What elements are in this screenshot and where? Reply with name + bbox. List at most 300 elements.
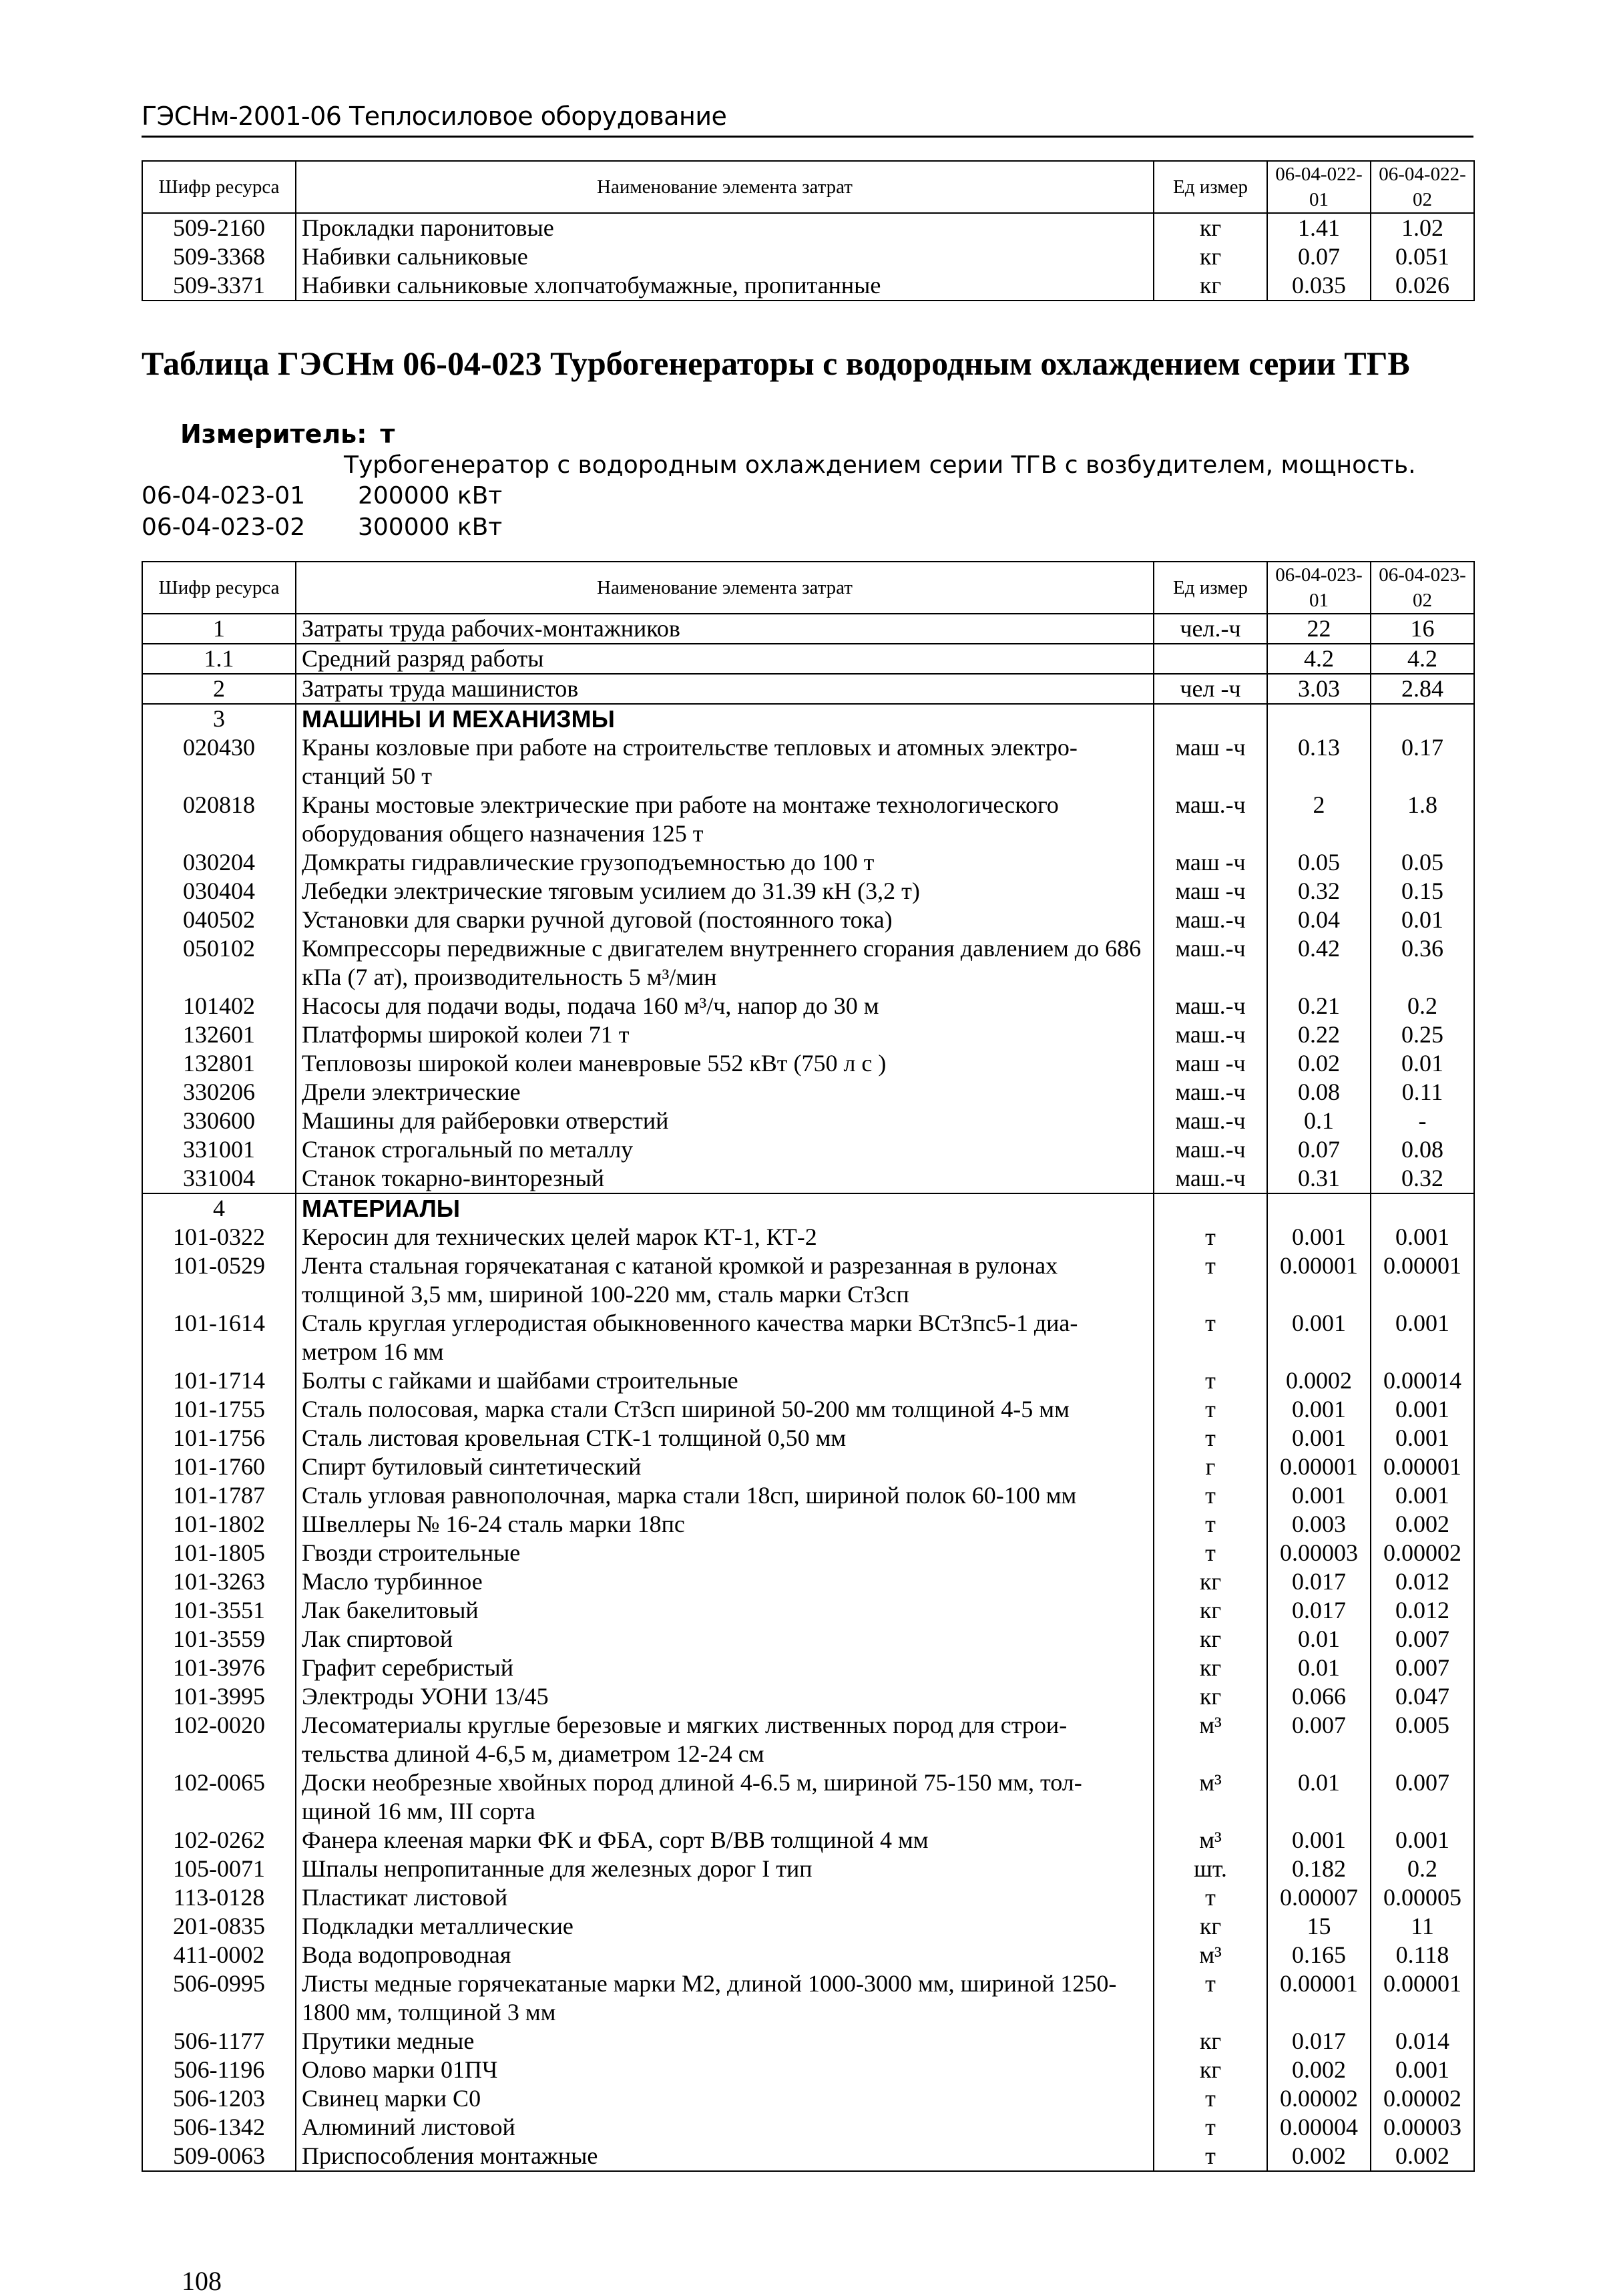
variant-1-value-cell: 0.01 bbox=[1267, 1768, 1371, 1826]
unit-cell bbox=[1154, 704, 1267, 733]
resource-code-cell: 4 bbox=[142, 1193, 296, 1223]
variant-2-value-cell: 0.012 bbox=[1371, 1567, 1474, 1596]
resource-name-cell: Сталь листовая кровельная СТК-1 толщиной 0,50 мм bbox=[296, 1424, 1154, 1453]
variant-1-value-cell: 0.01 bbox=[1267, 1654, 1371, 1682]
variant-1-value-cell: 0.001 bbox=[1267, 1309, 1371, 1366]
resource-code-cell: 101-1755 bbox=[142, 1395, 296, 1424]
resource-code-cell: 509-2160 bbox=[142, 213, 296, 242]
resource-code-cell: 1.1 bbox=[142, 644, 296, 674]
variant-value: 200000 кВт bbox=[358, 482, 503, 510]
table-row bbox=[142, 1481, 1474, 1510]
resource-name-cell: Электроды УОНИ 13/45 bbox=[296, 1682, 1154, 1711]
variant-1-value-cell: 0.182 bbox=[1267, 1855, 1371, 1883]
variant-2-value-cell: 4.2 bbox=[1371, 644, 1474, 674]
table-row bbox=[142, 1135, 1474, 1164]
table-row bbox=[142, 1912, 1474, 1941]
resource-name-cell: Прутики медные bbox=[296, 2027, 1154, 2056]
table-row bbox=[142, 2027, 1474, 2056]
variant-1-value-cell: 0.002 bbox=[1267, 2142, 1371, 2171]
resource-code-cell: 101-3995 bbox=[142, 1682, 296, 1711]
resource-name-cell: Компрессоры передвижные с двигателем внутреннего сгорания давлением до 686 кПа (7 ат), производительность 5 м³/мин bbox=[296, 934, 1154, 992]
unit-cell: т bbox=[1154, 1252, 1267, 1309]
variant-2-value-cell: 0.001 bbox=[1371, 1309, 1474, 1366]
variant-2-value-cell: 0.17 bbox=[1371, 733, 1474, 791]
unit-cell: маш.-ч bbox=[1154, 1107, 1267, 1135]
variant-1-value-cell: 0.32 bbox=[1267, 877, 1371, 906]
variant-2-value-cell: 16 bbox=[1371, 614, 1474, 644]
variant-1-value-cell: 0.00001 bbox=[1267, 1453, 1371, 1481]
resource-name-cell: Лебедки электрические тяговым усилием до 31.39 кН (3,2 т) bbox=[296, 877, 1154, 906]
resource-name-cell: Установки для сварки ручной дуговой (постоянного тока) bbox=[296, 906, 1154, 934]
variant-2-value-cell: 0.08 bbox=[1371, 1135, 1474, 1164]
variant-1-value-cell: 0.31 bbox=[1267, 1164, 1371, 1193]
resource-name-cell: Болты с гайками и шайбами строительные bbox=[296, 1366, 1154, 1395]
variant-1-value-cell: 22 bbox=[1267, 614, 1371, 644]
variant-2-value-cell: 0.05 bbox=[1371, 848, 1474, 877]
table-row bbox=[142, 1826, 1474, 1855]
variant-1-value-cell: 0.007 bbox=[1267, 1711, 1371, 1768]
table-row bbox=[142, 213, 1474, 242]
table-row bbox=[142, 614, 1474, 644]
resource-code-cell: 101-1614 bbox=[142, 1309, 296, 1366]
unit-cell: маш.-ч bbox=[1154, 906, 1267, 934]
table-row bbox=[142, 2113, 1474, 2142]
unit-cell: м³ bbox=[1154, 1826, 1267, 1855]
resource-code-cell: 102-0065 bbox=[142, 1768, 296, 1826]
resource-name-cell: Швеллеры № 16-24 сталь марки 18пс bbox=[296, 1510, 1154, 1539]
variant-2-value-cell: 0.00014 bbox=[1371, 1366, 1474, 1395]
variant-2-value-cell: 0.051 bbox=[1371, 242, 1474, 271]
resource-code-cell: 101-3551 bbox=[142, 1596, 296, 1625]
table-row bbox=[142, 992, 1474, 1020]
unit-cell: кг bbox=[1154, 1654, 1267, 1682]
resource-name-cell: Набивки сальниковые bbox=[296, 242, 1154, 271]
variant-1-value-cell: 0.42 bbox=[1267, 934, 1371, 992]
resource-name-cell: Доски необрезные хвойных пород длиной 4-6.5 м, шириной 75-150 мм, тол-щиной 16 мм, III сорта bbox=[296, 1768, 1154, 1826]
unit-cell: т bbox=[1154, 2113, 1267, 2142]
table-section-row bbox=[142, 704, 1474, 733]
resource-code-cell: 105-0071 bbox=[142, 1855, 296, 1883]
resource-code-cell: 509-3371 bbox=[142, 271, 296, 301]
resource-code-cell: 102-0262 bbox=[142, 1826, 296, 1855]
table-row bbox=[142, 1567, 1474, 1596]
resource-code-cell: 506-1196 bbox=[142, 2056, 296, 2084]
resource-code-cell: 3 bbox=[142, 704, 296, 733]
resource-code-cell: 132801 bbox=[142, 1049, 296, 1078]
resource-code-cell: 101-1802 bbox=[142, 1510, 296, 1539]
variant-1-value-cell: 0.017 bbox=[1267, 2027, 1371, 2056]
resource-name-cell: Машины для райберовки отверстий bbox=[296, 1107, 1154, 1135]
table-description: Турбогенератор с водородным охлаждением серии ТГВ с возбудителем, мощность. bbox=[344, 451, 1416, 479]
unit-cell: м³ bbox=[1154, 1768, 1267, 1826]
column-header-variant-1: 06-04-022-01 bbox=[1267, 161, 1371, 213]
variant-1-value-cell: 0.001 bbox=[1267, 1481, 1371, 1510]
resource-code-cell: 101-3559 bbox=[142, 1625, 296, 1654]
variant-1-value-cell: 0.001 bbox=[1267, 1395, 1371, 1424]
table-row bbox=[142, 1596, 1474, 1625]
variant-1-value-cell: 0.00004 bbox=[1267, 2113, 1371, 2142]
variant-1-value-cell: 0.017 bbox=[1267, 1567, 1371, 1596]
unit-cell: т bbox=[1154, 1969, 1267, 2027]
variant-2-value-cell: 0.00002 bbox=[1371, 1539, 1474, 1567]
table-section-row bbox=[142, 1193, 1474, 1223]
unit-cell: маш -ч bbox=[1154, 877, 1267, 906]
column-header-unit: Ед измер bbox=[1154, 161, 1267, 213]
table-row bbox=[142, 2084, 1474, 2113]
table-row bbox=[142, 1682, 1474, 1711]
variant-1-value-cell: 0.00003 bbox=[1267, 1539, 1371, 1567]
table-row bbox=[142, 674, 1474, 704]
unit-cell: т bbox=[1154, 1366, 1267, 1395]
table-row bbox=[142, 1453, 1474, 1481]
resource-code-cell: 040502 bbox=[142, 906, 296, 934]
table-row bbox=[142, 1078, 1474, 1107]
resource-name-cell: Домкраты гидравлические грузоподъемностью до 100 т bbox=[296, 848, 1154, 877]
unit-cell: т bbox=[1154, 2084, 1267, 2113]
resource-code-cell: 2 bbox=[142, 674, 296, 704]
unit-cell: маш.-ч bbox=[1154, 1078, 1267, 1107]
resource-code-cell: 050102 bbox=[142, 934, 296, 992]
variant-2-value-cell: 0.118 bbox=[1371, 1941, 1474, 1969]
table-row bbox=[142, 1654, 1474, 1682]
variant-code: 06-04-023-01 bbox=[142, 482, 306, 510]
unit-cell: т bbox=[1154, 1309, 1267, 1366]
resource-name-cell: Средний разряд работы bbox=[296, 644, 1154, 674]
resource-name-cell: Графит серебристый bbox=[296, 1654, 1154, 1682]
variant-2-value-cell: 1.02 bbox=[1371, 213, 1474, 242]
table-row bbox=[142, 2056, 1474, 2084]
resource-code-cell: 020430 bbox=[142, 733, 296, 791]
unit-cell: кг bbox=[1154, 1912, 1267, 1941]
resource-code-cell: 506-1177 bbox=[142, 2027, 296, 2056]
variant-1-value-cell: 0.13 bbox=[1267, 733, 1371, 791]
column-header-name: Наименование элемента затрат bbox=[296, 161, 1154, 213]
variant-1-value-cell: 1.41 bbox=[1267, 213, 1371, 242]
table-row bbox=[142, 1395, 1474, 1424]
resource-code-cell: 101-1787 bbox=[142, 1481, 296, 1510]
variant-2-value-cell: 0.001 bbox=[1371, 1424, 1474, 1453]
table-row bbox=[142, 877, 1474, 906]
resource-name-cell: Подкладки металлические bbox=[296, 1912, 1154, 1941]
resource-code-cell: 102-0020 bbox=[142, 1711, 296, 1768]
unit-cell: маш.-ч bbox=[1154, 1164, 1267, 1193]
table-row bbox=[142, 1941, 1474, 1969]
unit-cell: маш.-ч bbox=[1154, 791, 1267, 848]
resource-code-cell: 331001 bbox=[142, 1135, 296, 1164]
unit-cell: маш.-ч bbox=[1154, 992, 1267, 1020]
resource-name-cell: Приспособления монтажные bbox=[296, 2142, 1154, 2171]
table-row bbox=[142, 1883, 1474, 1912]
resource-name-cell: Фанера клееная марки ФК и ФБА, сорт В/ВВ толщиной 4 мм bbox=[296, 1826, 1154, 1855]
variant-2-value-cell: 0.001 bbox=[1371, 1395, 1474, 1424]
variant-2-value-cell: 0.00001 bbox=[1371, 1969, 1474, 2027]
table-row bbox=[142, 1510, 1474, 1539]
resource-code-cell: 331004 bbox=[142, 1164, 296, 1193]
variant-1-value-cell: 2 bbox=[1267, 791, 1371, 848]
resource-code-cell: 101-0322 bbox=[142, 1223, 296, 1252]
variant-2-value-cell: 0.001 bbox=[1371, 1223, 1474, 1252]
resource-code-cell: 101-0529 bbox=[142, 1252, 296, 1309]
measure-unit: т bbox=[380, 419, 395, 449]
table-row bbox=[142, 242, 1474, 271]
unit-cell: чел -ч bbox=[1154, 674, 1267, 704]
unit-cell: чел.-ч bbox=[1154, 614, 1267, 644]
header-rule bbox=[142, 136, 1473, 138]
resource-name-cell: Пластикат листовой bbox=[296, 1883, 1154, 1912]
unit-cell: кг bbox=[1154, 2027, 1267, 2056]
resource-name-cell: Свинец марки С0 bbox=[296, 2084, 1154, 2113]
unit-cell: кг bbox=[1154, 213, 1267, 242]
unit-cell: м³ bbox=[1154, 1941, 1267, 1969]
unit-cell: т bbox=[1154, 1510, 1267, 1539]
table-row bbox=[142, 1539, 1474, 1567]
table-title: Таблица ГЭСНм 06-04-023 Турбогенераторы с водородным охлаждением серии ТГВ bbox=[142, 345, 1410, 382]
table-row bbox=[142, 271, 1474, 301]
unit-cell: т bbox=[1154, 1223, 1267, 1252]
unit-cell: т bbox=[1154, 2142, 1267, 2171]
variant-2-value-cell: 0.00002 bbox=[1371, 2084, 1474, 2113]
variant-1-value-cell: 0.165 bbox=[1267, 1941, 1371, 1969]
unit-cell: кг bbox=[1154, 1567, 1267, 1596]
column-header-variant-1: 06-04-023-01 bbox=[1267, 562, 1371, 614]
resource-name-cell: Алюминий листовой bbox=[296, 2113, 1154, 2142]
resource-code-cell: 101-1756 bbox=[142, 1424, 296, 1453]
variant-2-value-cell: 0.012 bbox=[1371, 1596, 1474, 1625]
measure-label: Измеритель: bbox=[180, 419, 367, 449]
variant-2-value-cell: 0.01 bbox=[1371, 1049, 1474, 1078]
resource-code-cell: 101-1714 bbox=[142, 1366, 296, 1395]
unit-cell: маш -ч bbox=[1154, 1049, 1267, 1078]
resource-name-cell: Краны мостовые электрические при работе на монтаже технологического оборудования общего назначения 125 т bbox=[296, 791, 1154, 848]
column-header-name: Наименование элемента затрат bbox=[296, 562, 1154, 614]
unit-cell bbox=[1154, 644, 1267, 674]
resource-name-cell: Сталь круглая углеродистая обыкновенного качества марки ВСт3пс5-1 диа-метром 16 мм bbox=[296, 1309, 1154, 1366]
variant-1-value-cell: 0.00001 bbox=[1267, 1969, 1371, 2027]
variant-2-value-cell: 0.25 bbox=[1371, 1020, 1474, 1049]
variant-1-value-cell bbox=[1267, 704, 1371, 733]
variant-2-value-cell: 0.002 bbox=[1371, 1510, 1474, 1539]
resource-code-cell: 1 bbox=[142, 614, 296, 644]
variant-1-value-cell: 0.001 bbox=[1267, 1223, 1371, 1252]
variant-1-value-cell: 0.001 bbox=[1267, 1826, 1371, 1855]
variant-1-value-cell: 0.05 bbox=[1267, 848, 1371, 877]
resource-name-cell: Вода водопроводная bbox=[296, 1941, 1154, 1969]
unit-cell: т bbox=[1154, 1424, 1267, 1453]
table-body bbox=[142, 614, 1474, 2171]
table-row bbox=[142, 1164, 1474, 1193]
variant-2-value-cell bbox=[1371, 1193, 1474, 1223]
variant-2-value-cell: 0.11 bbox=[1371, 1078, 1474, 1107]
table-row bbox=[142, 1969, 1474, 2027]
resource-code-cell: 113-0128 bbox=[142, 1883, 296, 1912]
variant-1-value-cell: 0.07 bbox=[1267, 242, 1371, 271]
table-row bbox=[142, 2142, 1474, 2171]
variant-2-value-cell: 0.2 bbox=[1371, 992, 1474, 1020]
unit-cell: кг bbox=[1154, 1625, 1267, 1654]
resource-name-cell: Олово марки 01ПЧ bbox=[296, 2056, 1154, 2084]
variant-1-value-cell: 0.0002 bbox=[1267, 1366, 1371, 1395]
table-row bbox=[142, 1020, 1474, 1049]
variant-1-value-cell: 0.00002 bbox=[1267, 2084, 1371, 2113]
resource-code-cell: 201-0835 bbox=[142, 1912, 296, 1941]
variant-2-value-cell: - bbox=[1371, 1107, 1474, 1135]
resource-code-cell: 509-0063 bbox=[142, 2142, 296, 2171]
variant-1-value-cell: 0.00001 bbox=[1267, 1252, 1371, 1309]
unit-cell: м³ bbox=[1154, 1711, 1267, 1768]
table-row bbox=[142, 1223, 1474, 1252]
variant-2-value-cell: 0.00003 bbox=[1371, 2113, 1474, 2142]
variant-2-value-cell: 2.84 bbox=[1371, 674, 1474, 704]
variant-2-value-cell: 0.002 bbox=[1371, 2142, 1474, 2171]
resource-code-cell: 330206 bbox=[142, 1078, 296, 1107]
resource-name-cell: Станок токарно-винторезный bbox=[296, 1164, 1154, 1193]
resource-name-cell: Листы медные горячекатаные марки М2, длиной 1000-3000 мм, шириной 1250-1800 мм, толщиной 3 мм bbox=[296, 1969, 1154, 2027]
table-row bbox=[142, 1711, 1474, 1768]
resource-code-cell: 101402 bbox=[142, 992, 296, 1020]
resource-code-cell: 411-0002 bbox=[142, 1941, 296, 1969]
resource-name-cell: Затраты труда машинистов bbox=[296, 674, 1154, 704]
page-number: 108 bbox=[182, 2266, 222, 2296]
variant-1-value-cell: 0.01 bbox=[1267, 1625, 1371, 1654]
variant-2-value-cell: 0.001 bbox=[1371, 2056, 1474, 2084]
variant-1-value-cell: 0.002 bbox=[1267, 2056, 1371, 2084]
table-row bbox=[142, 848, 1474, 877]
variant-code: 06-04-023-02 bbox=[142, 514, 306, 541]
resource-code-cell: 509-3368 bbox=[142, 242, 296, 271]
resource-code-cell: 030204 bbox=[142, 848, 296, 877]
resource-code-cell: 132601 bbox=[142, 1020, 296, 1049]
resource-name-cell: МАШИНЫ И МЕХАНИЗМЫ bbox=[296, 704, 1154, 733]
unit-cell: кг bbox=[1154, 1682, 1267, 1711]
resource-code-cell: 506-1203 bbox=[142, 2084, 296, 2113]
resource-name-cell: Прокладки паронитовые bbox=[296, 213, 1154, 242]
variant-1-value-cell: 0.02 bbox=[1267, 1049, 1371, 1078]
resource-name-cell: Сталь полосовая, марка стали Ст3сп шириной 50-200 мм толщиной 4-5 мм bbox=[296, 1395, 1154, 1424]
resource-code-cell: 506-1342 bbox=[142, 2113, 296, 2142]
unit-cell: кг bbox=[1154, 2056, 1267, 2084]
table-row bbox=[142, 1366, 1474, 1395]
resource-code-cell: 101-1805 bbox=[142, 1539, 296, 1567]
variant-2-value-cell bbox=[1371, 704, 1474, 733]
variant-1-value-cell: 0.066 bbox=[1267, 1682, 1371, 1711]
variant-1-value-cell: 0.21 bbox=[1267, 992, 1371, 1020]
resource-name-cell: Краны козловые при работе на строительстве тепловых и атомных электро-станций 50 т bbox=[296, 733, 1154, 791]
variant-value: 300000 кВт bbox=[358, 514, 503, 541]
unit-cell: т bbox=[1154, 1481, 1267, 1510]
variant-1-value-cell: 0.001 bbox=[1267, 1424, 1371, 1453]
table-row bbox=[142, 1625, 1474, 1654]
table-row bbox=[142, 1309, 1474, 1366]
resource-name-cell: Сталь угловая равнополочная, марка стали 18сп, шириной полок 60-100 мм bbox=[296, 1481, 1154, 1510]
unit-cell: т bbox=[1154, 1539, 1267, 1567]
column-header-variant-2: 06-04-022-02 bbox=[1371, 161, 1474, 213]
resource-name-cell: Керосин для технических целей марок КТ-1, КТ-2 bbox=[296, 1223, 1154, 1252]
resource-name-cell: Платформы широкой колеи 71 т bbox=[296, 1020, 1154, 1049]
variant-1-value-cell: 0.00007 bbox=[1267, 1883, 1371, 1912]
unit-cell: маш.-ч bbox=[1154, 1135, 1267, 1164]
resource-name-cell: Затраты труда рабочих-монтажников bbox=[296, 614, 1154, 644]
variant-1-value-cell: 0.017 bbox=[1267, 1596, 1371, 1625]
resource-table-022 bbox=[142, 160, 1475, 301]
table-body bbox=[142, 213, 1474, 301]
variant-2-value-cell: 0.15 bbox=[1371, 877, 1474, 906]
page-header-title: ГЭСНм-2001-06 Теплосиловое оборудование bbox=[142, 102, 727, 131]
variant-1-value-cell: 0.1 bbox=[1267, 1107, 1371, 1135]
column-header-code: Шифр ресурса bbox=[142, 562, 296, 614]
resource-name-cell: Станок строгальный по металлу bbox=[296, 1135, 1154, 1164]
resource-code-cell: 101-3976 bbox=[142, 1654, 296, 1682]
variant-1-value-cell: 0.22 bbox=[1267, 1020, 1371, 1049]
table-row bbox=[142, 934, 1474, 992]
unit-cell: кг bbox=[1154, 242, 1267, 271]
resource-name-cell: Спирт бутиловый синтетический bbox=[296, 1453, 1154, 1481]
variant-1-value-cell: 3.03 bbox=[1267, 674, 1371, 704]
variant-2-value-cell: 0.2 bbox=[1371, 1855, 1474, 1883]
variant-2-value-cell: 0.014 bbox=[1371, 2027, 1474, 2056]
table-row bbox=[142, 644, 1474, 674]
resource-name-cell: Тепловозы широкой колеи маневровые 552 кВт (750 л с ) bbox=[296, 1049, 1154, 1078]
table-row bbox=[142, 733, 1474, 791]
variant-1-value-cell: 4.2 bbox=[1267, 644, 1371, 674]
variant-2-value-cell: 0.047 bbox=[1371, 1682, 1474, 1711]
variant-1-value-cell bbox=[1267, 1193, 1371, 1223]
resource-name-cell: Лесоматериалы круглые березовые и мягких лиственных пород для строи-тельства длиной 4-6,5 м, диаметром 12-24 см bbox=[296, 1711, 1154, 1768]
table-row bbox=[142, 1107, 1474, 1135]
unit-cell: маш -ч bbox=[1154, 848, 1267, 877]
variant-2-value-cell: 1.8 bbox=[1371, 791, 1474, 848]
variant-2-value-cell: 0.007 bbox=[1371, 1654, 1474, 1682]
variant-2-value-cell: 0.00001 bbox=[1371, 1252, 1474, 1309]
variant-2-value-cell: 0.005 bbox=[1371, 1711, 1474, 1768]
variant-2-value-cell: 0.01 bbox=[1371, 906, 1474, 934]
resource-code-cell: 101-1760 bbox=[142, 1453, 296, 1481]
resource-name-cell: Гвозди строительные bbox=[296, 1539, 1154, 1567]
resource-name-cell: МАТЕРИАЛЫ bbox=[296, 1193, 1154, 1223]
unit-cell: маш.-ч bbox=[1154, 934, 1267, 992]
resource-name-cell: Лак спиртовой bbox=[296, 1625, 1154, 1654]
unit-cell bbox=[1154, 1193, 1267, 1223]
unit-cell: кг bbox=[1154, 1596, 1267, 1625]
column-header-unit: Ед измер bbox=[1154, 562, 1267, 614]
table-row bbox=[142, 1768, 1474, 1826]
unit-cell: т bbox=[1154, 1395, 1267, 1424]
unit-cell: кг bbox=[1154, 271, 1267, 301]
resource-name-cell: Шпалы непропитанные для железных дорог I тип bbox=[296, 1855, 1154, 1883]
variant-1-value-cell: 0.003 bbox=[1267, 1510, 1371, 1539]
resource-code-cell: 330600 bbox=[142, 1107, 296, 1135]
variant-1-value-cell: 0.04 bbox=[1267, 906, 1371, 934]
variant-1-value-cell: 0.035 bbox=[1267, 271, 1371, 301]
unit-cell: т bbox=[1154, 1883, 1267, 1912]
resource-name-cell: Масло турбинное bbox=[296, 1567, 1154, 1596]
unit-cell: маш.-ч bbox=[1154, 1020, 1267, 1049]
measure-line bbox=[180, 419, 395, 449]
unit-cell: маш -ч bbox=[1154, 733, 1267, 791]
variant-2-value-cell: 0.32 bbox=[1371, 1164, 1474, 1193]
table-row bbox=[142, 1855, 1474, 1883]
table-row bbox=[142, 906, 1474, 934]
variant-2-value-cell: 0.001 bbox=[1371, 1481, 1474, 1510]
resource-name-cell: Насосы для подачи воды, подача 160 м³/ч, напор до 30 м bbox=[296, 992, 1154, 1020]
table-row bbox=[142, 1424, 1474, 1453]
variant-2-value-cell: 0.026 bbox=[1371, 271, 1474, 301]
table-row bbox=[142, 1252, 1474, 1309]
variant-2-value-cell: 0.007 bbox=[1371, 1625, 1474, 1654]
variant-2-value-cell: 0.36 bbox=[1371, 934, 1474, 992]
resource-name-cell: Набивки сальниковые хлопчатобумажные, пропитанные bbox=[296, 271, 1154, 301]
resource-table-023 bbox=[142, 561, 1475, 2172]
resource-code-cell: 020818 bbox=[142, 791, 296, 848]
